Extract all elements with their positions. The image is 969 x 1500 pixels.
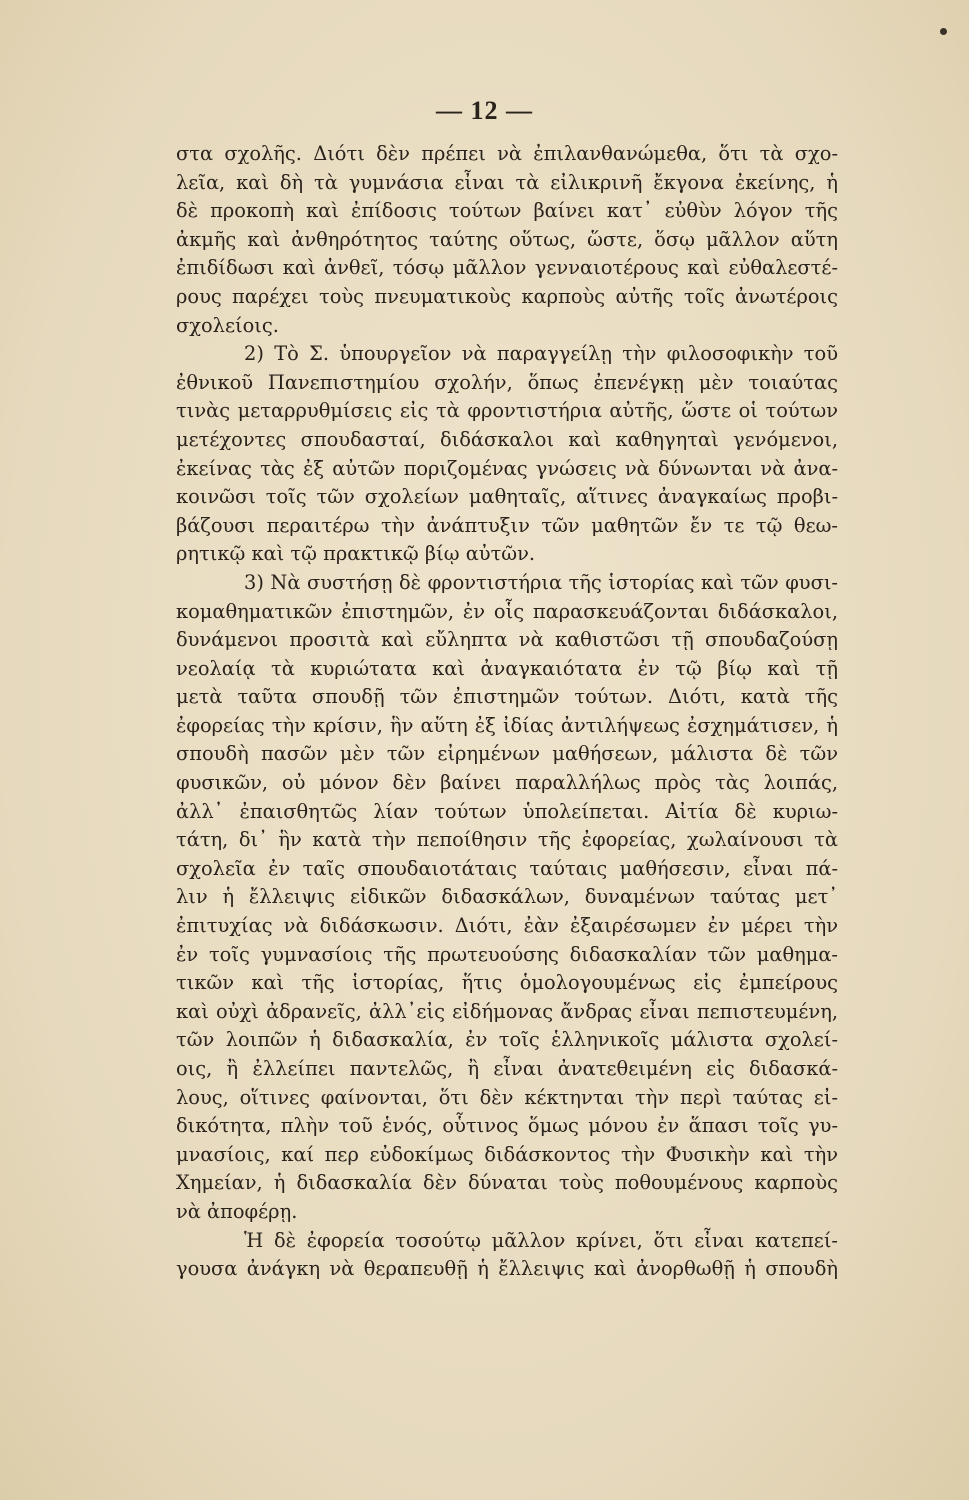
text-line: ἀκμῆς καὶ ἀνθηρότητος ταύτης οὕτως, ὥστε, ὅσῳ μᾶλλον αὕτη	[176, 227, 838, 251]
text-line: μετὰ ταῦτα σπουδῇ τῶν ἐπιστημῶν τούτων. Διότι, κατὰ τῆς	[176, 685, 838, 709]
text-line: σχολείοις.	[176, 313, 279, 337]
text-line: 2) Τὸ Σ. ὑπουργεῖον νὰ παραγγείλῃ τὴν φιλοσοφικὴν τοῦ	[244, 342, 838, 366]
text-line: 3) Νὰ συστήσῃ δὲ φροντιστήρια τῆς ἱστορίας καὶ τῶν φυσι-	[244, 570, 838, 594]
text-line: μνασίοις, καί περ εὐδοκίμως διδάσκοντος τὴν Φυσικὴν καὶ τὴν	[176, 1142, 838, 1166]
text-line: καὶ οὐχὶ ἀδρανεῖς, ἀλλ᾽εἰς εἰδήμονας ἄνδρας εἶναι πεπιστευμένη,	[176, 999, 838, 1023]
text-line: οις, ἢ ἐλλείπει παντελῶς, ἢ εἶναι ἀνατεθειμένη εἰς διδασκά-	[176, 1057, 838, 1080]
text-line: σπουδὴ πασῶν μὲν τῶν εἰρημένων μαθήσεων, μάλιστα δὲ τῶν	[176, 742, 838, 766]
text-line: φυσικῶν, οὐ μόνον δὲν βαίνει παραλλήλως πρὸς τὰς λοιπάς,	[176, 771, 838, 795]
text-line: τῶν λοιπῶν ἡ διδασκαλία, ἐν τοῖς ἑλληνικοῖς μάλιστα σχολεί-	[176, 1028, 838, 1052]
text-line: βάζουσι περαιτέρω τὴν ἀνάπτυξιν τῶν μαθητῶν ἔν τε τῷ θεω-	[176, 513, 838, 537]
text-line: Χημείαν, ἡ διδασκαλία δὲν δύναται τοὺς ποθουμένους καρποὺς	[176, 1171, 838, 1195]
text-line: τινὰς μεταρρυθμίσεις εἰς τὰ φροντιστήρια αὐτῆς, ὥστε οἱ τούτων	[176, 399, 838, 423]
text-line: ἐπιτυχίας νὰ διδάσκωσιν. Διότι, ἐὰν ἐξαιρέσωμεν ἐν μέρει τὴν	[176, 914, 838, 938]
text-line: ρητικῷ καὶ τῷ πρακτικῷ βίῳ αὐτῶν.	[176, 542, 536, 566]
text-line: γουσα ἀνάγκη νὰ θεραπευθῇ ἡ ἔλλειψις καὶ ἀνορθωθῇ ἡ σπουδὴ	[176, 1257, 838, 1281]
page-number: — 12 —	[436, 96, 533, 125]
text-line: δὲ προκοπὴ καὶ ἐπίδοσις τούτων βαίνει κατ᾽ εὐθὺν λόγον τῆς	[176, 199, 838, 223]
text-line: Ἡ δὲ ἐφορεία τοσούτῳ μᾶλλον κρίνει, ὅτι εἶναι κατεπεί-	[244, 1228, 838, 1252]
text-line: μετέχοντες σπουδασταί, διδάσκαλοι καὶ καθηγηταὶ γενόμενοι,	[176, 427, 838, 451]
text-line: νεολαίᾳ τὰ κυριώτατα καὶ ἀναγκαιότατα ἐν τῷ βίῳ καὶ τῇ	[176, 656, 838, 680]
text-line: λεῖα, καὶ δὴ τὰ γυμνάσια εἶναι τὰ εἰλικρινῆ ἔκγονα ἐκείνης, ἡ	[176, 170, 838, 194]
text-line: λιν ἡ ἔλλειψις εἰδικῶν διδασκάλων, δυναμένων ταύτας μετ᾽	[176, 885, 838, 909]
text-line: ἐθνικοῦ Πανεπιστημίου σχολήν, ὅπως ἐπενέγκῃ μὲν τοιαύτας	[176, 370, 838, 394]
text-line: λους, οἵτινες φαίνονται, ὅτι δὲν κέκτηνται τὴν περὶ ταύτας εἰ-	[176, 1085, 838, 1109]
ink-spot	[940, 28, 947, 35]
text-line: ἐκείνας τὰς ἐξ αὐτῶν ποριζομένας γνώσεις νὰ δύνωνται νὰ ἀνα-	[176, 456, 838, 480]
text-line: ἐφορείας τὴν κρίσιν, ἣν αὕτη ἐξ ἰδίας ἀντιλήψεως ἐσχημάτισεν, ἡ	[176, 713, 838, 737]
text-line: δυνάμενοι προσιτὰ καὶ εὔληπτα νὰ καθιστῶσι τῇ σπουδαζούσῃ	[176, 628, 838, 652]
text-line: στα σχολῆς. Διότι δὲν πρέπει νὰ ἐπιλανθανώμεθα, ὅτι τὰ σχο-	[176, 142, 838, 165]
text-line: ἐπιδίδωσι καὶ ἀνθεῖ, τόσῳ μᾶλλον γενναιοτέρους καὶ εὐθαλεστέ-	[176, 256, 838, 280]
text-line: τικῶν καὶ τῆς ἱστορίας, ἥτις ὁμολογουμένως εἰς ἐμπείρους	[176, 971, 838, 995]
text-line: δικότητα, πλὴν τοῦ ἑνός, οὗτινος ὅμως μόνου ἐν ἅπασι τοῖς γυ-	[176, 1114, 838, 1138]
text-line: ρους παρέχει τοὺς πνευματικοὺς καρποὺς αὐτῆς τοῖς ἀνωτέροις	[176, 284, 838, 308]
body-text	[176, 140, 838, 1284]
text-line: νὰ ἀποφέρῃ.	[176, 1199, 298, 1223]
text-line: κοινῶσι τοῖς τῶν σχολείων μαθηταῖς, αἵτινες ἀναγκαίως προβι-	[176, 485, 838, 509]
text-line: τάτη, δι᾽ ἣν κατὰ τὴν πεποίθησιν τῆς ἐφορείας, χωλαίνουσι τὰ	[176, 828, 838, 852]
text-line: σχολεῖα ἐν ταῖς σπουδαιοτάταις ταύταις μαθήσεσιν, εἶναι πά-	[176, 856, 838, 880]
text-line: ἀλλ᾽ ἐπαισθητῶς λίαν τούτων ὑπολείπεται. Αἰτία δὲ κυριω-	[176, 799, 838, 823]
text-line: ἐν τοῖς γυμνασίοις τῆς πρωτευούσης διδασκαλίαν τῶν μαθημα-	[176, 942, 838, 966]
text-line: κομαθηματικῶν ἐπιστημῶν, ἐν οἷς παρασκευάζονται διδάσκαλοι,	[176, 599, 838, 623]
